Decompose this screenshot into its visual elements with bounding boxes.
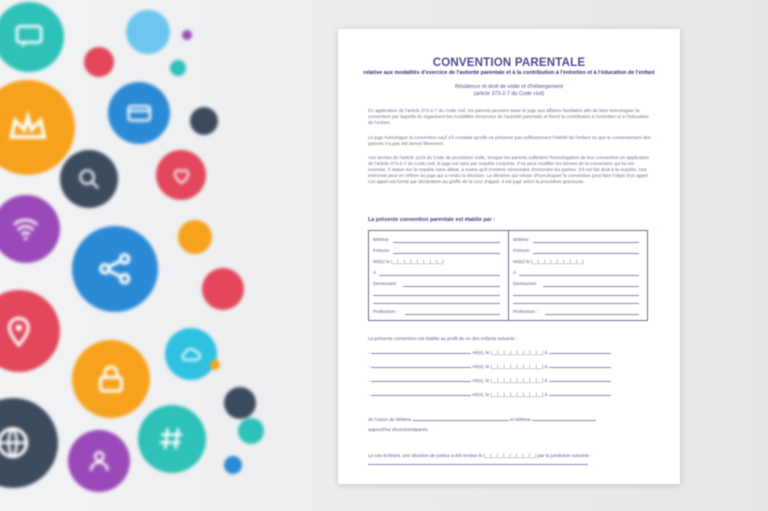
field-line <box>549 367 611 368</box>
decorative-dot <box>224 456 242 474</box>
row-prefix: - <box>368 378 370 383</box>
field-label: M/Mme <box>373 237 389 242</box>
field-label: Profession : <box>373 309 398 314</box>
parent-2-column <box>508 231 647 320</box>
field-label: Demeurant <box>513 281 537 286</box>
hashtag-icon <box>138 405 206 473</box>
crown-icon <box>0 80 75 175</box>
parents-table <box>368 230 648 321</box>
decorative-dot <box>190 107 218 135</box>
subtitle-line: (article 373-2-7 du Code civil) <box>473 90 545 97</box>
field-line <box>549 381 611 382</box>
decorative-dot <box>210 360 220 370</box>
field-line <box>533 242 639 243</box>
field-label: Prénom <box>373 248 390 253</box>
field-label: À <box>513 270 517 275</box>
field-label: Né(e) le |__|__|__|__|__|__|__|__| <box>373 259 444 264</box>
decorative-dot <box>202 268 244 310</box>
decorative-bubbles <box>0 0 300 511</box>
decorative-dot <box>84 47 114 77</box>
decorative-dot <box>126 10 170 54</box>
field-line <box>533 253 639 254</box>
decorative-dot <box>224 387 256 419</box>
row-prefix: - <box>368 364 370 369</box>
field-line <box>373 303 500 304</box>
document-subtitle-lines <box>358 84 660 97</box>
parent-1-column <box>369 231 508 320</box>
field-line <box>371 381 471 382</box>
chat-icon <box>0 2 64 72</box>
field-line <box>405 314 500 315</box>
field-label: Demeurant <box>373 281 397 286</box>
decorative-dot <box>178 220 212 254</box>
final-text <box>368 452 648 468</box>
field-line <box>549 395 611 396</box>
user-icon <box>68 430 130 492</box>
decorative-dot <box>182 30 192 40</box>
subtitle-line: Résidence et droit de visite et d'hébergement <box>454 84 563 90</box>
union-line <box>368 417 596 422</box>
share-icon <box>72 226 158 312</box>
field-line <box>545 314 639 315</box>
cloud-upload-icon <box>165 328 217 380</box>
field-label: Prénom <box>513 248 530 253</box>
globe-icon <box>0 398 58 488</box>
row-label: né(e), le |__|__|__|__|__|__|__|__| à <box>472 392 548 397</box>
decorative-dot <box>238 418 264 444</box>
final-label: Le cas échéant, une décision de justice a été rendue le |__|__|__|__|__|__|__|__| par la juridiction suivante : <box>368 453 592 458</box>
intro-paragraph: Aux termes de l'article 1143 du Code de procédure civile, lorsque les parents sollicitent l'homologation de leur convention en application de l'article 373-2-7 du Code civil, le juge est saisi par requête conjointe. Il ne peut modifier les termes de la convention qui lui est soumise. Il statue sur la requête sans débat, à moins qu'il n'estime nécessaire d'entendre les parties. S'il est fait droit à la requête, tout intéressé peut en référer au juge qui a rendu la décision. La décision qui refuse d'homologuer la convention peut faire l'objet d'un appel. Cet appel est formé par déclaration au greffe de la cour d'appel. Il est jugé selon la procédure gracieuse. <box>368 155 650 184</box>
field-label: Profession : <box>513 309 538 314</box>
row-prefix: - <box>368 350 370 355</box>
divorce-text: aujourd'hui divorcés/séparés. <box>368 427 429 432</box>
row-prefix: - <box>368 392 370 397</box>
intro-paragraph: Le juge homologue la convention sauf s'il constate qu'elle ne préserve pas suffisamment l'intérêt de l'enfant ou que le consentement des parents n'a pas été donné librement. <box>368 135 651 146</box>
field-line <box>413 420 509 421</box>
heart-icon <box>156 150 206 200</box>
field-line <box>371 395 471 396</box>
bank-card-icon <box>108 82 170 144</box>
field-label: À <box>373 270 377 275</box>
field-label: M/Mme <box>513 237 529 242</box>
children-intro: La présente convention est établie au profit du ou des enfants suivants : <box>368 336 518 341</box>
field-line <box>543 286 639 287</box>
child-row <box>368 378 611 383</box>
field-line <box>549 353 611 354</box>
child-row <box>368 392 611 397</box>
field-line <box>513 303 639 304</box>
row-label: né(e), le |__|__|__|__|__|__|__|__| à <box>472 378 548 383</box>
decorative-dot <box>170 60 186 76</box>
document-page <box>338 29 680 484</box>
row-label: né(e), le |__|__|__|__|__|__|__|__| à <box>472 364 548 369</box>
row-label: né(e), le |__|__|__|__|__|__|__|__| à <box>472 350 548 355</box>
field-line <box>373 295 500 296</box>
intro-paragraph: En application de l'article 373-2-7 du Code civil, les parents peuvent saisir le juge aux affaires familiales afin de faire homologuer la convention par laquelle ils organisent les modalités d'exercice de l'autorité parentale et fixent la contribution à l'entretien et à l'éducation de l'enfant. <box>368 108 649 125</box>
child-row <box>368 350 611 355</box>
field-line <box>403 286 500 287</box>
union-label: et M/Mme <box>510 417 531 422</box>
document-title: CONVENTION PARENTALE <box>432 57 586 69</box>
wifi-icon <box>0 195 60 263</box>
field-line <box>371 367 471 368</box>
field-line <box>393 253 500 254</box>
field-line <box>513 295 639 296</box>
field-label: Né(e) le |__|__|__|__|__|__|__|__| <box>513 259 584 264</box>
lock-icon <box>72 340 150 418</box>
field-line <box>519 275 639 276</box>
field-line <box>393 242 500 243</box>
section-title: La présente convention parentale est établie par : <box>368 217 496 223</box>
field-line <box>532 420 596 421</box>
document-subtitle: relative aux modalités d'exercice de l'autorité parentale et à la contribution à l'entretien et à l'éducation de l'enfant <box>363 70 655 76</box>
map-pin-icon <box>0 290 60 372</box>
field-line <box>368 464 588 465</box>
search-icon <box>60 150 118 208</box>
child-row <box>368 364 611 369</box>
field-line <box>371 353 471 354</box>
field-line <box>379 275 500 276</box>
union-label: de l'union de M/Mme <box>368 417 412 422</box>
